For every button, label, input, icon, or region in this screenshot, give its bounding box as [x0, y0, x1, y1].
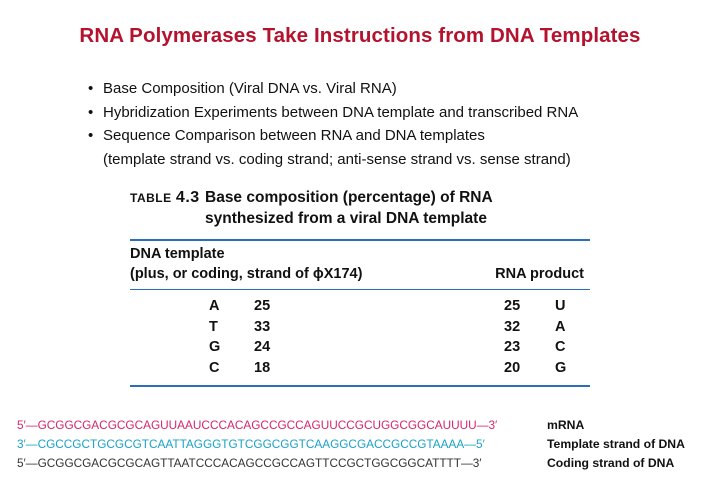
bullet-dot-icon: • — [88, 80, 94, 97]
rna-base: U — [555, 298, 566, 314]
dna-base: C — [209, 359, 220, 376]
header-dna-strand: (plus, or coding, strand of ϕX174) — [130, 266, 363, 282]
sequence-label: Coding strand of DNA — [547, 456, 675, 470]
sequence-row-template — [17, 435, 717, 454]
header-rna-product: RNA product — [495, 266, 584, 282]
caption-line-1: Base composition (percentage) of RNA — [205, 189, 493, 206]
caption-line-2: synthesized from a viral DNA template — [205, 210, 487, 227]
dna-percent: 18 — [254, 359, 271, 376]
table-row — [130, 339, 590, 360]
dna-base: G — [209, 339, 221, 355]
sequence-label: Template strand of DNA — [547, 437, 685, 451]
bullet-text: Sequence Comparison between RNA and DNA templates — [103, 127, 485, 144]
table-number: TABLE 4.3 — [130, 189, 200, 206]
sequence-comparison — [17, 416, 717, 473]
base-composition-table — [130, 187, 590, 376]
table-rule-middle — [130, 289, 590, 290]
table-row — [130, 360, 590, 381]
rna-percent: 20 — [504, 359, 521, 376]
bullet-dot-icon: • — [88, 127, 94, 144]
dna-percent: 24 — [254, 339, 271, 355]
bullet-item — [88, 124, 578, 148]
rna-percent: 25 — [504, 298, 521, 314]
bullet-item — [88, 77, 578, 101]
sequence-text: 3′—CGCCGCTGCGCGTCAATTAGGGTGTCGGCGGTCAAGGCGACCGCCGTAAAA—5′ — [17, 437, 485, 451]
dna-percent: 33 — [254, 318, 271, 335]
bullet-text: Hybridization Experiments between DNA template and transcribed RNA — [103, 103, 579, 121]
table-header — [130, 244, 590, 284]
rna-base: G — [555, 359, 567, 376]
rna-base: A — [555, 318, 566, 335]
dna-base: A — [209, 298, 220, 314]
dna-percent: 25 — [254, 298, 271, 314]
rna-percent: 23 — [504, 339, 521, 355]
table-row — [130, 298, 590, 319]
sequence-text: 5′—GCGGCGACGCGCAGUUAAUCCCACAGCCGCCAGUUCCGCUGGCGGCAUUUU—3′ — [17, 418, 498, 432]
bullet-item — [88, 101, 578, 125]
sequence-text: 5′—GCGGCGACGCGCAGTTAATCCCACAGCCGCCAGTTCCGCTGGCGGCATTTT—3′ — [17, 456, 482, 470]
bullet-list — [88, 77, 578, 171]
bullet-continuation: (template strand vs. coding strand; anti-sense strand vs. sense strand) — [103, 150, 571, 168]
sequence-row-coding — [17, 454, 717, 473]
bullet-dot-icon: • — [88, 103, 94, 121]
table-caption — [130, 187, 590, 229]
table-body — [130, 298, 590, 380]
bullet-text: Base Composition (Viral DNA vs. Viral RNA) — [103, 80, 397, 97]
rna-base: C — [555, 339, 566, 355]
sequence-row-mrna — [17, 416, 717, 435]
rna-percent: 32 — [504, 318, 521, 335]
dna-base: T — [209, 318, 218, 335]
table-label: TABLE — [130, 191, 172, 205]
table-rule-bottom — [130, 385, 590, 387]
slide-title: RNA Polymerases Take Instructions from DNA Templates — [79, 24, 641, 47]
header-dna-template: DNA template — [130, 246, 225, 262]
table-row — [130, 319, 590, 340]
sequence-label: mRNA — [547, 418, 585, 432]
table-rule-top — [130, 239, 590, 241]
